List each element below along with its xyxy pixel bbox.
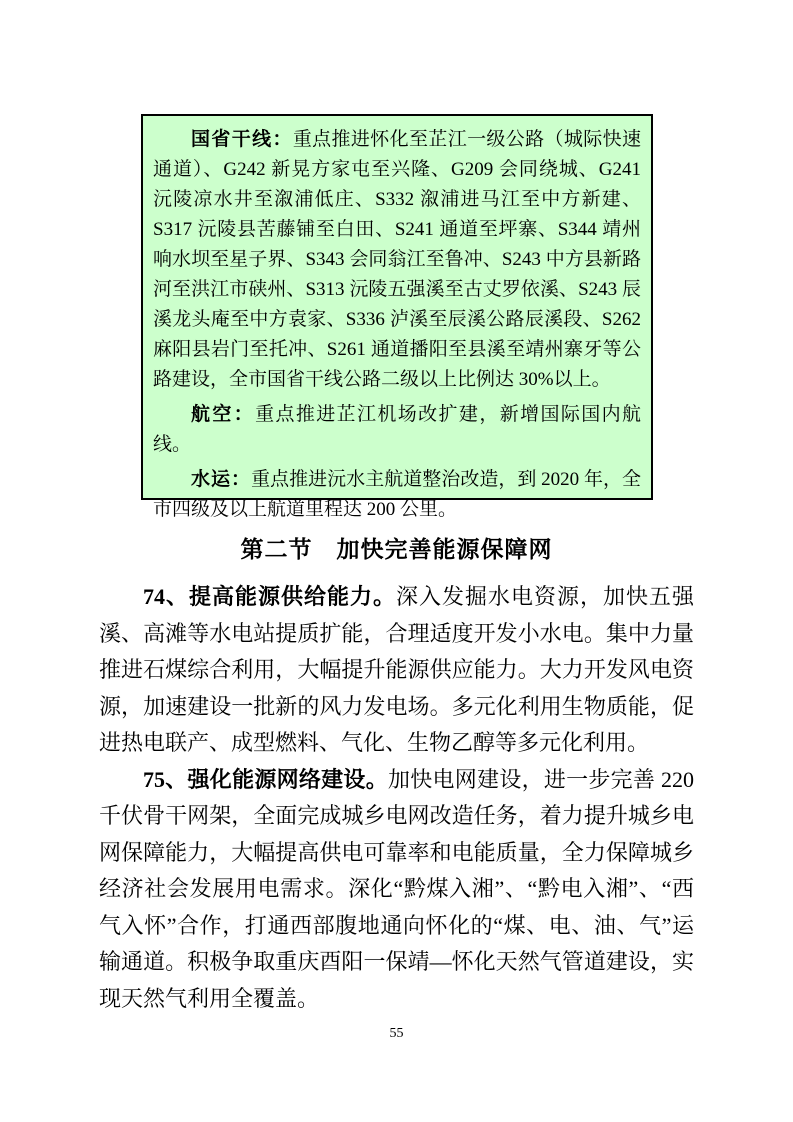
box-paragraph-aviation-text: 重点推进芷江机场改扩建，新增国际国内航线。 [153, 404, 641, 455]
box-paragraph-water-transport-text: 重点推进沅水主航道整治改造，到 2020 年，全市四级及以上航道里程达 200 公里。 [153, 469, 641, 520]
paragraph-74-text: 深入发掘水电资源，加快五强溪、高滩等水电站提质扩能，合理适度开发小水电。集中力量推进石煤综合利用，大幅提升能源供应能力。大力开发风电资源，加速建设一批新的风力发电场。多元化利用生物质能，促进热电联产、成型燃料、气化、生物乙醇等多元化利用。 [99, 584, 694, 755]
section-title: 第二节 加快完善能源保障网 [240, 537, 553, 562]
paragraph-75 [99, 762, 694, 1018]
box-paragraph-trunk-roads-text: 重点推进怀化至芷江一级公路（城际快速通道）、G242 新晃方家屯至兴隆、G209 会同绕城、G241 沅陵凉水井至溆浦低庄、S332 溆浦进马江至中方新建、S317 沅陵县苦藤铺至白田、S241 通道至坪寨、S344 靖州响水坝至星子界、S343 会同翁江至鲁冲、S243 中方县新路河至洪江市硖州、S313 沅陵五强溪至古丈罗依溪、S243 辰溪龙头庵至中方袁家、S336 泸溪至辰溪公路辰溪段、S262 麻阳县岩门至托冲、S261 通道播阳至县溪至靖州寨牙等公路建设，全市国省干线公路二级以上比例达 30%以上。 [153, 129, 641, 390]
paragraph-75-text: 加快电网建设，进一步完善 220 千伏骨干网架，全面完成城乡电网改造任务，着力提升城乡电网保障能力，大幅提高供电可靠率和电能质量，全力保障城乡经济社会发展用电需求。深化“黔煤入湘”、“黔电入湘”、“西气入怀”合作，打通西部腹地通向怀化的“煤、电、油、气”运输通道。积极争取重庆酉阳一保靖—怀化天然气管道建设，实现天然气利用全覆盖。 [99, 766, 694, 1011]
box-paragraph-water-transport [153, 465, 641, 525]
box-paragraph-water-transport-label: 水运： [191, 469, 252, 490]
body-content [99, 579, 694, 1017]
page-number: 55 [389, 1026, 404, 1041]
paragraph-74-lead: 74、提高能源供给能力。 [143, 584, 396, 609]
box-paragraph-aviation [153, 400, 641, 460]
box-paragraph-trunk-roads [153, 125, 641, 395]
box-paragraph-aviation-label: 航空： [191, 404, 256, 425]
paragraph-75-lead: 75、强化能源网络建设。 [143, 766, 388, 792]
paragraph-74 [99, 579, 694, 762]
highlight-box [141, 114, 653, 520]
box-paragraph-trunk-roads-label: 国省干线： [191, 129, 293, 150]
